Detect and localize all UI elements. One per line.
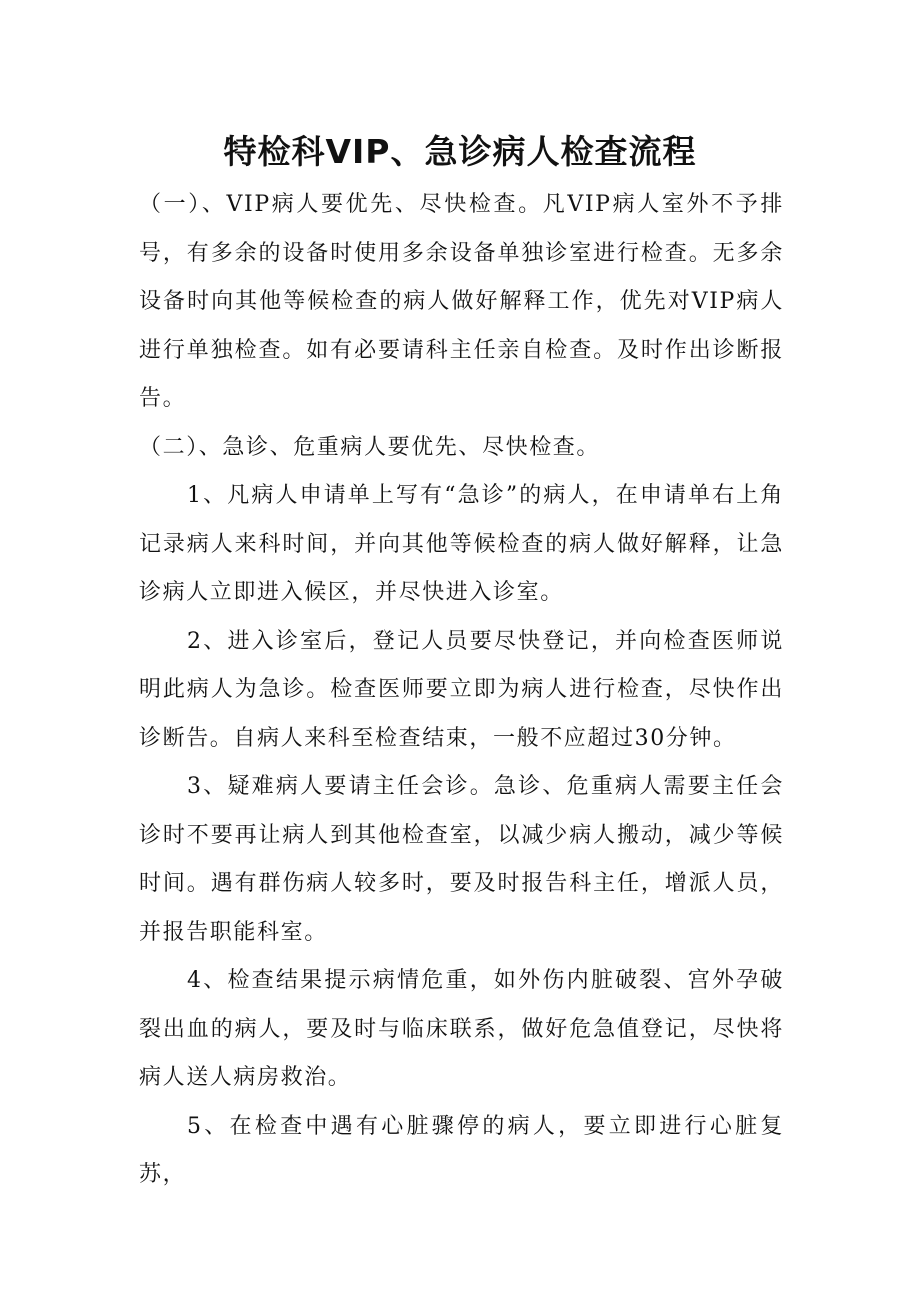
document-body [139, 181, 784, 1200]
paragraph-item-2: 2、进入诊室后，登记人员要尽快登记，并向检查医师说明此病人为急诊。检查医师要立即为病人进行检查，尽快作出诊断告。自病人来科至检查结束，一般不应超过30分钟。 [139, 628, 784, 751]
paragraph-item-5: 5、在检查中遇有心脏骤停的病人，要立即进行心脏复苏， [139, 1113, 784, 1187]
paragraph-item-1: 1、凡病人申请单上写有“急诊”的病人，在申请单右上角记录病人来科时间，并向其他等候检查的病人做好解释，让急诊病人立即进入候区，并尽快进入诊室。 [139, 483, 784, 605]
paragraph-item-3: 3、疑难病人要请主任会诊。急诊、危重病人需要主任会诊时不要再让病人到其他检查室，以减少病人搬动，减少等候时间。遇有群伤病人较多时，要及时报告科主任，增派人员，并报告职能科室。 [139, 774, 784, 945]
paragraph-item-4: 4、检查结果提示病情危重，如外伤内脏破裂、宫外孕破裂出血的病人，要及时与临床联系，做好危急值登记，尽快将病人送人病房救治。 [139, 968, 784, 1090]
paragraph-emergency-heading: （二）、急诊、危重病人要优先、尽快检查。 [139, 434, 601, 460]
document-title: 特检科VIP、急诊病人检查流程 [223, 132, 697, 171]
paragraph-vip: （一）、VIP病人要优先、尽快检查。凡VIP病人室外不予排号，有多余的设备时使用多余设备单独诊室进行检查。无多余设备时向其他等候检查的病人做好解释工作，优先对VIP病人进行单独检查。如有必要请科主任亲自检查。及时作出诊断报告。 [139, 192, 784, 411]
